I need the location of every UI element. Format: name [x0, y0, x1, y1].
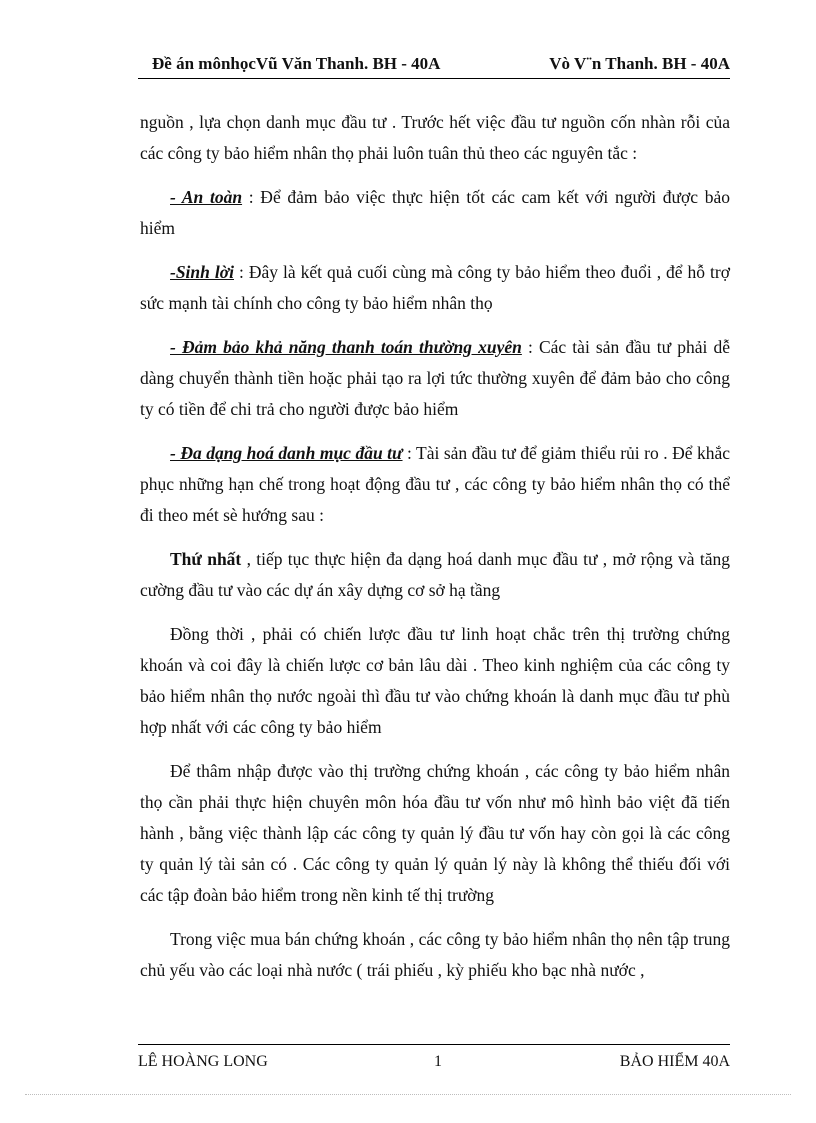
paragraph-text: nguồn , lựa chọn danh mục đầu tư . Trước hết việc đầu tư nguồn cốn nhàn rỗi của các công ty bảo hiểm nhân thọ phải luôn tuân thủ theo các nguyên tắc :	[140, 112, 730, 163]
paragraph-tham-nhap	[140, 756, 730, 911]
paragraph-text: : Các tài sản đầu tư phải dễ dàng chuyển thành tiền hoặc phải tạo ra lợi tức thường xuyên để đảm bảo cho công ty có tiền để chi trả cho người được bảo hiểm	[140, 337, 731, 419]
paragraph-da-dang-hoa	[140, 438, 730, 531]
footer-class: BẢO HIỂM 40A	[619, 1053, 730, 1070]
document-body	[140, 107, 730, 999]
header-left-title: Đề án mônhọcVũ Văn Thanh. BH - 40A	[152, 54, 441, 73]
footer-page-number: 1	[434, 1053, 442, 1070]
principle-heading: -Sinh lời	[170, 262, 234, 282]
paragraph-text: Trong việc mua bán chứng khoán , các công ty bảo hiểm nhân thọ nên tập trung chủ yếu vào các loại nhà nước ( trái phiếu , kỳ phiếu kho bạc nhà nước ,	[140, 929, 730, 980]
paragraph-intro	[140, 107, 730, 169]
paragraph-text: Đồng thời , phải có chiến lược đầu tư linh hoạt chắc trên thị trường chứng khoán và coi đây là chiến lược cơ bản lâu dài . Theo kinh nghiệm của các công ty bảo hiểm nhân thọ nước ngoài thì đầu tư vào chứng khoán là danh mục đầu tư phù hợp nhất với các công ty bảo hiểm	[140, 624, 730, 737]
paragraph-text: , tiếp tục thực hiện đa dạng hoá danh mục đầu tư , mở rộng và tăng cường đầu tư vào các dự án xây dựng cơ sở hạ tầng	[140, 549, 730, 600]
paragraph-thanh-toan	[140, 332, 730, 425]
principle-heading: - Đa dạng hoá danh mục đầu tư	[170, 443, 403, 463]
paragraph-an-toan	[140, 182, 730, 244]
principle-heading: - Đảm bảo khả năng thanh toán thường xuyên	[170, 337, 522, 357]
paragraph-sinh-loi	[140, 257, 730, 319]
page-header	[138, 52, 730, 79]
header-right-title: Vò V¨n Thanh. BH - 40A	[549, 54, 730, 73]
page-footer	[138, 1044, 730, 1079]
bold-lead: Thứ nhất	[170, 549, 242, 569]
paragraph-mua-ban	[140, 924, 730, 986]
paragraph-text: Để thâm nhập được vào thị trường chứng khoán , các công ty bảo hiểm nhân thọ cần phải thực hiện chuyên môn hóa đầu tư vốn như mô hình bảo việt đã tiến hành , bằng việc thành lập các công ty quản lý đầu tư vốn hay còn gọi là các công ty quản lý tài sản có . Các công ty quản lý quản lý này là không thể thiếu đối với các tập đoàn bảo hiểm trong nền kinh tế thị trường	[140, 761, 730, 905]
paragraph-text: : Để đảm bảo việc thực hiện tốt các cam kết với người được bảo hiểm	[140, 187, 730, 238]
page-edge-divider	[25, 1094, 791, 1095]
paragraph-dong-thoi	[140, 619, 730, 743]
principle-heading: - An toàn	[170, 187, 243, 207]
paragraph-text: : Đây là kết quả cuối cùng mà công ty bảo hiểm theo đuổi , để hỗ trợ sức mạnh tài chính cho công ty bảo hiểm nhân thọ	[140, 262, 730, 313]
footer-author: LÊ HOÀNG LONG	[138, 1053, 268, 1070]
paragraph-text: : Tài sản đầu tư để giảm thiểu rủi ro . Để khắc phục những hạn chế trong hoạt động đầu tư , các công ty bảo hiểm nhân thọ có thể đi theo mét sè hướng sau :	[140, 443, 731, 525]
paragraph-thu-nhat	[140, 544, 730, 606]
